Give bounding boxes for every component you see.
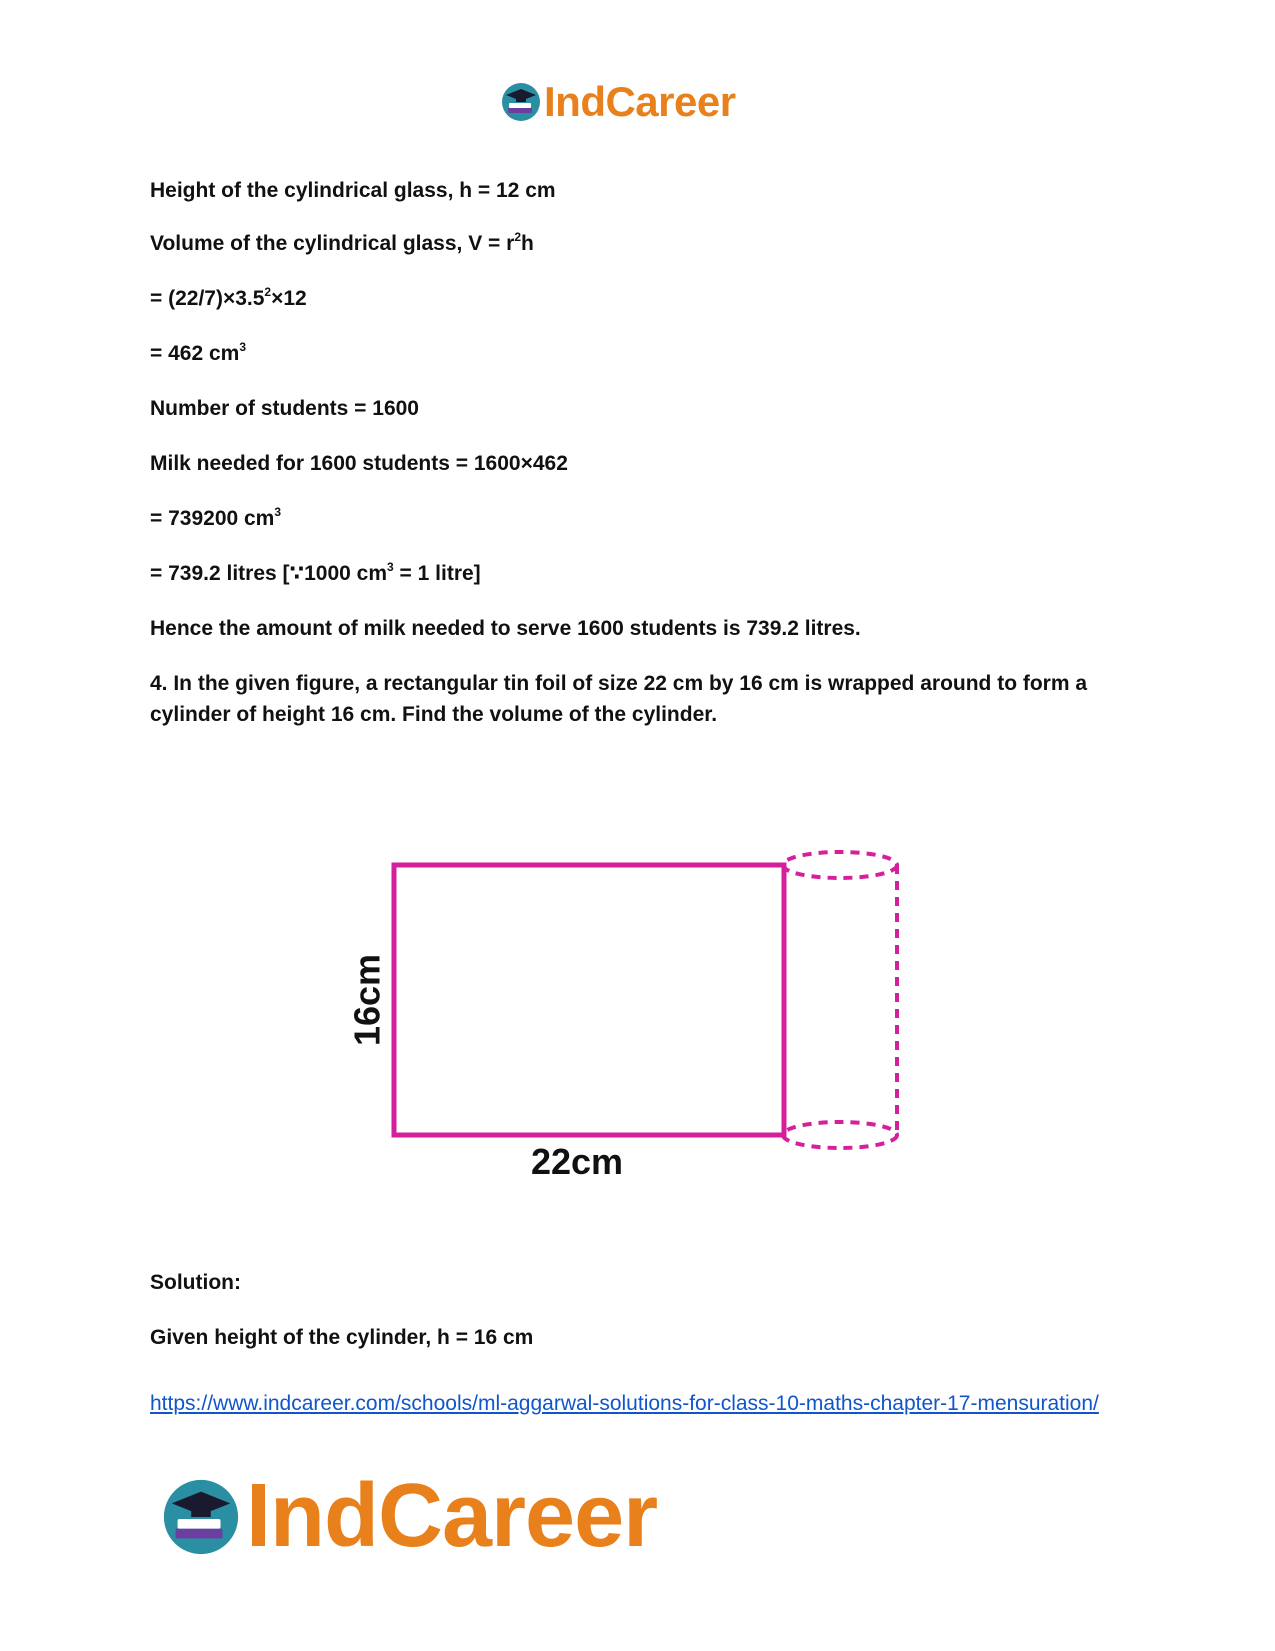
logo-wordmark: IndCareer: [544, 78, 736, 125]
solution-heading: Solution:: [150, 1271, 241, 1294]
line-volume-substitution: = $(22/7)\times 3.5^2\times 12$: [150, 285, 307, 310]
line-volume-formula: Volume of the cylindrical glass, $V = r^2h$: [150, 230, 534, 255]
height-label: 16cm: [346, 953, 388, 1047]
line-number-of-students: Number of students = 1600: [150, 397, 419, 420]
cylinder-bottom-ellipse: [783, 1122, 897, 1148]
logo-wordmark: IndCareer: [246, 1466, 658, 1566]
line-volume-result: = 462 $cm^3$: [150, 340, 247, 365]
tin-foil-rectangle: [394, 865, 784, 1135]
line-conclusion: Hence the amount of milk needed to serve 1600 students is 739.2 litres.: [150, 617, 861, 640]
cylinder-top-ellipse: [783, 852, 897, 878]
width-label: 22cm: [530, 1141, 624, 1180]
source-link[interactable]: https://www.indcareer.com/schools/ml-aggarwal-solutions-for-class-10-maths-chapter-17-mensuration/: [150, 1392, 1099, 1415]
line-height-of-glass: Height of the cylindrical glass, h = 12 cm: [150, 179, 556, 202]
header-logo[interactable]: [500, 78, 736, 126]
graduation-book-icon: [500, 81, 542, 123]
question-4: 4. In the given figure, a rectangular tin foil of size 22 cm by 16 cm is wrapped around to form a cylinder of height 16 cm. Find the volume of the cylinder.: [150, 672, 1088, 726]
line-milk-cm3: = 739200 $cm^3$: [150, 505, 282, 530]
line-milk-litres: = 739.2 litres [∵1000 $cm^3 = 1$ litre]: [150, 560, 481, 585]
tin-foil-cylinder-figure: [340, 830, 920, 1180]
line-milk-needed: Milk needed for 1600 students = 1600×462: [150, 452, 568, 475]
line-given-height: Given height of the cylinder, h = 16 cm: [150, 1326, 534, 1349]
graduation-book-icon: [160, 1476, 242, 1558]
footer-logo[interactable]: [160, 1465, 657, 1568]
